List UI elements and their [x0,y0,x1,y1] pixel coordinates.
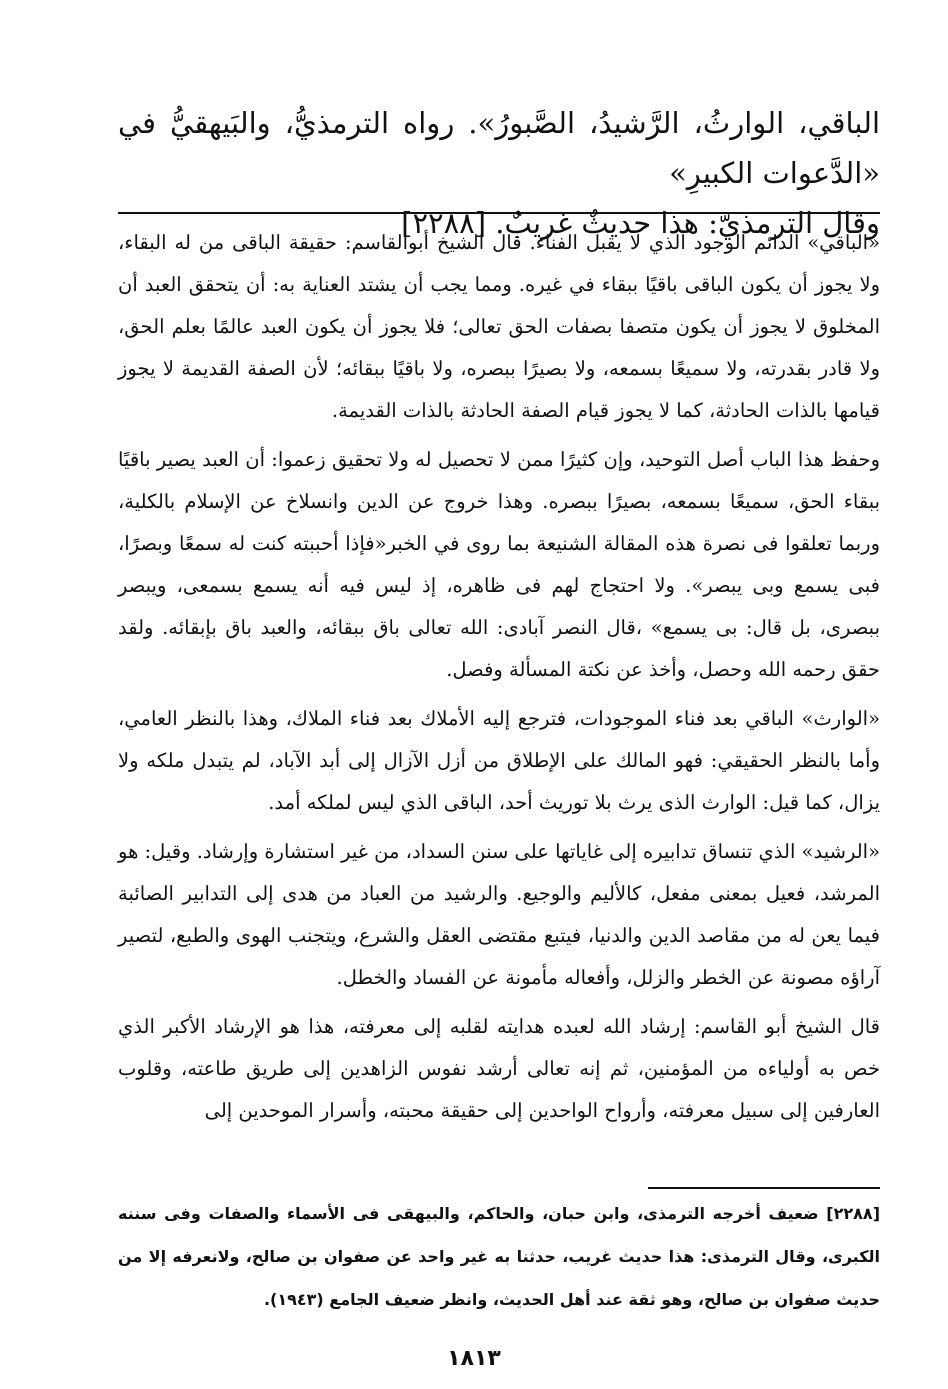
commentary-paragraph-al-warith: «الوارث» الباقي بعد فناء الموجودات، فترجع إليه الأملاك بعد فناء الملاك، وهذا بالنظر العامي، وأما بالنظر الحقيقي: فهو المالك على الإطلاق من أزل الآزال إلى أبد الآباد، لم يتبدل ملكه ولا يزال، كما قيل: الوارث الذى يرث بلا توريث أحد، الباقى الذي ليس لملكه أمد. [118,707,880,814]
hadith-line-2: وقال الترمذيّ: هذا حديثٌ غريبٌ. [٢٢٨٨] [401,206,880,240]
footnote-text: [٢٢٨٨] ضعيف أخرجه الترمذى، وابن حبان، والحاكم، والبيهقى فى الأسماء والصفات وفى سننه الكبرى، وقال الترمذى: هذا حديث غريب، حدثنا به غير واحد عن صفوان بن صالح، ولانعرفه إلا من حديث صفوان بن صالح، وهو ثقة عند أهل الحديث، وانظر ضعيف الجامع (١٩٤٣). [118,1204,880,1309]
hadith-line-1: الباقي، الوارثُ، الرَّشيدُ، الصَّبورُ». رواه الترمذيُّ، والبَيهقيُّ في «الدَّعوات الكبيرِ» [118,106,880,190]
commentary-paragraph-al-baqi: «الباقي» الدائم الوجود الذي لا يقبل الفناء. قال الشيخ أبوالقاسم: حقيقة الباقى من له البقاء، ولا يجوز أن يكون الباقى باقيًا ببقاء في غيره. ومما يجب أن يشتد العناية به: أن يتحقق العبد أن المخلوق لا يجوز أن يكون متصفا بصفات الحق تعالى؛ فلا يجوز أن يكون العبد عالمًا بعلم الحق، ولا قادر بقدرته، ولا سميعًا بسمعه، ولا بصيرًا ببصره، ولا باقيًا ببقائه؛ لأن الصفة القديمة لا يجوز قيامها بالذات الحادثة، كما لا يجوز قيام الصفة الحادثة بالذات القديمة. [118,231,880,422]
page-number: ١٨١٣ [447,1346,501,1371]
commentary-section [118,222,880,1139]
commentary-paragraph-abu-al-qasim: قال الشيخ أبو القاسم: إرشاد الله لعبده هدايته لقلبه إلى معرفته، هذا هو الإرشاد الأكبر الذي خص به أولياءه من المؤمنين، ثم إنه تعالى أرشد نفوس الزاهدين إلى طريق طاعته، وقلوب العارفين إلى سبيل معرفته، وأرواح الواحدين إلى حقيقة محبته، وأسرار الموحدين إلى [118,1015,880,1122]
commentary-divider [118,212,880,214]
footnote-section [118,1192,880,1321]
footnote-divider [648,1187,880,1189]
commentary-paragraph-ar-rashid: «الرشيد» الذي تنساق تدابيره إلى غاياتها على سنن السداد، من غير استشارة وإرشاد. وقيل: هو المرشد، فعيل بمعنى مفعل، كالأليم والوجيع. والرشيد من العباد من هدى إلى التدابير الصائبة فيما يعن له من مقاصد الدين والدنيا، فيتبع مقتضى العقل والشرع، ويتجنب الهوى والطبع، لتصير آراؤه مصونة عن الخطر والزلل، وأفعاله مأمونة عن الفساد والخطل. [118,840,880,989]
commentary-paragraph-tawhid: وحفظ هذا الباب أصل التوحيد، وإن كثيرًا ممن لا تحصيل له ولا تحقيق زعموا: أن العبد يصير باقيًا ببقاء الحق، سميعًا بسمعه، بصيرًا ببصره. وهذا خروج عن الدين وانسلاخ عن الإسلام بالكلية، وربما تعلقوا فى نصرة هذه المقالة الشنيعة بما روى في الخبر«فإذا أحببته كنت له سمعًا وبصرًا، فبى يسمع وبى يبصر». ولا احتجاج لهم فى ظاهره، إذ ليس فيه أنه يسمع بسمعى، ويبصر ببصرى، بل قال: بى يسمع» ،قال النصر آبادى: الله تعالى باق ببقائه، والعبد باق بإبقائه. ولقد حقق رحمه الله وحصل، وأخذ عن نكتة المسألة وفصل. [118,448,880,681]
